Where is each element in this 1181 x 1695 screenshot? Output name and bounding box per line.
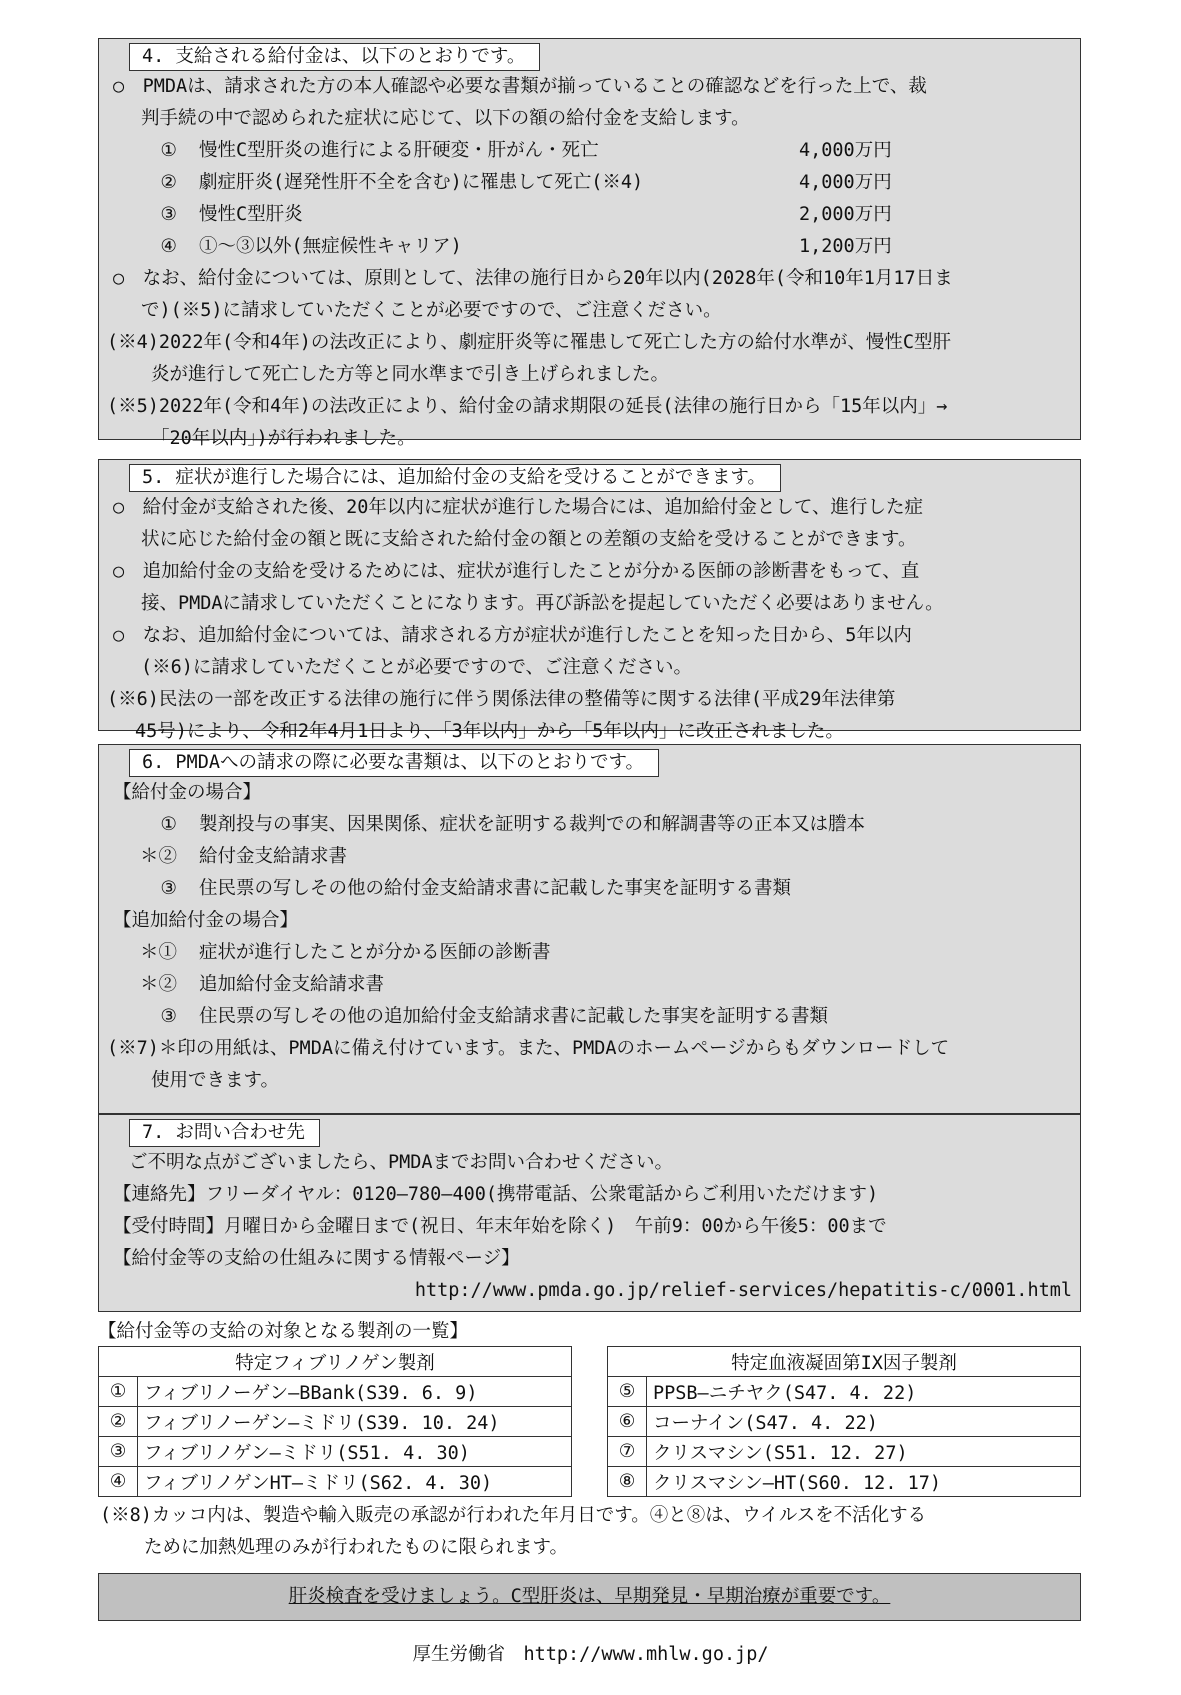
document-item: ＊② 追加給付金支給請求書 xyxy=(139,974,385,995)
section-4-title: 4. 支給される給付金は、以下のとおりです。 xyxy=(129,43,540,71)
factor-ix-table xyxy=(607,1346,1081,1497)
table-row: ② フィブリノーゲン―ミドリ(S39. 10. 24) xyxy=(99,1407,572,1437)
note-7: (※7)＊印の用紙は、PMDAに備え付けています。また、PMDAのホームページからもダウンロードして 使用できます。 xyxy=(107,1038,950,1091)
section-4-paragraph-2: ○ なお、給付金については、原則として、法律の施行日から20年以内(2028年(令和10年1月17日ま で)(※5)に請求していただくことが必要ですので、ご注意ください。 xyxy=(113,268,953,321)
heading-additional-case: 【追加給付金の場合】 xyxy=(113,910,299,931)
section-6-title: 6. PMDAへの請求の際に必要な書類は、以下のとおりです。 xyxy=(129,749,659,777)
fibrinogen-table xyxy=(98,1346,572,1497)
note-6: (※6)民法の一部を改正する法律の施行に伴う関係法律の整備等に関する法律(平成29年法律第 45号)により、令和2年4月1日より、「3年以内」から「5年以内」に改正されました。 xyxy=(107,689,896,742)
section-5-title: 5. 症状が進行した場合には、追加給付金の支給を受けることができます。 xyxy=(129,464,781,492)
section-5-paragraph-1: ○ 給付金が支給された後、20年以内に症状が進行した場合には、追加給付金として、進行した症 状に応じた給付金の額と既に支給された給付金の額との差額の支給を受けることができます。 xyxy=(113,497,924,550)
benefit-item: ③ 慢性C型肝炎 2,000万円 xyxy=(160,204,892,225)
heading-benefit-case: 【給付金の場合】 xyxy=(113,782,262,803)
info-page-heading: 【給付金等の支給の仕組みに関する情報ページ】 xyxy=(113,1248,520,1269)
hepatitis-banner: 肝炎検査を受けましょう。C型肝炎は、早期発見・早期治療が重要です。 xyxy=(98,1573,1081,1621)
fibrinogen-table-header: 特定フィブリノゲン製剤 xyxy=(99,1347,572,1377)
table-row: ⑧ クリスマシン―HT(S60. 12. 17) xyxy=(608,1467,1081,1497)
section-5-box xyxy=(98,459,1081,742)
document-item: ③ 住民票の写しその他の給付金支給請求書に記載した事実を証明する書類 xyxy=(160,878,792,899)
table-row: ⑥ コーナイン(S47. 4. 22) xyxy=(608,1407,1081,1437)
contact-phone: 【連絡先】フリーダイヤル：0120―780―400(携帯電話、公衆電話からご利用いただけます) xyxy=(113,1184,879,1205)
contact-hours: 【受付時間】月曜日から金曜日まで(祝日、年末年始を除く) 午前9：00から午後5：00まで xyxy=(113,1216,887,1237)
contact-intro: ご不明な点がございましたら、PMDAまでお問い合わせください。 xyxy=(129,1152,674,1173)
section-6-box xyxy=(98,744,1081,1114)
note-4: (※4)2022年(令和4年)の法改正により、劇症肝炎等に罹患して死亡した方の給付水準が、慢性C型肝 炎が進行して死亡した方等と同水準まで引き上げられました。 xyxy=(107,332,952,385)
section-5-paragraph-3: ○ なお、追加給付金については、請求される方が症状が進行したことを知った日から、5年以内 (※6)に請求していただくことが必要ですので、ご注意ください。 xyxy=(113,625,912,678)
table-row: ⑦ クリスマシン(S51. 12. 27) xyxy=(608,1437,1081,1467)
table-row: ④ フィブリノゲンHT―ミドリ(S62. 4. 30) xyxy=(99,1467,572,1497)
table-row: ⑤ PPSB―ニチヤク(S47. 4. 22) xyxy=(608,1377,1081,1407)
section-7-title: 7. お問い合わせ先 xyxy=(129,1119,320,1147)
note-5: (※5)2022年(令和4年)の法改正により、給付金の請求期限の延長(法律の施行日から「15年以内」→ 「20年以内」)が行われました。 xyxy=(107,396,948,449)
info-page-link[interactable]: http://www.pmda.go.jp/relief-services/hepatitis-c/0001.html xyxy=(414,1280,1072,1301)
factor-ix-table-header: 特定血液凝固第IX因子製剤 xyxy=(608,1347,1081,1377)
section-7-box xyxy=(98,1114,1081,1312)
document-item: ＊② 給付金支給請求書 xyxy=(139,846,348,867)
section-4-box xyxy=(98,38,1081,449)
benefit-item: ① 慢性C型肝炎の進行による肝硬変・肝がん・死亡 4,000万円 xyxy=(160,140,892,161)
benefit-item: ② 劇症肝炎(遅発性肝不全を含む)に罹患して死亡(※4) 4,000万円 xyxy=(160,172,892,193)
document-item: ③ 住民票の写しその他の追加給付金支給請求書に記載した事実を証明する書類 xyxy=(160,1006,829,1027)
section-5-paragraph-2: ○ 追加給付金の支給を受けるためには、症状が進行したことが分かる医師の診断書をもって、直 接、PMDAに請求していただくことになります。再び訴訟を提起していただく必要はありません。 xyxy=(113,561,944,614)
footer: 厚生労働省 http://www.mhlw.go.jp/ xyxy=(412,1644,769,1665)
table-row: ① フィブリノーゲン―BBank(S39. 6. 9) xyxy=(99,1377,572,1407)
document-item: ① 製剤投与の事実、因果関係、症状を証明する裁判での和解調書等の正本又は謄本 xyxy=(160,814,866,835)
document-item: ＊① 症状が進行したことが分かる医師の診断書 xyxy=(139,942,551,963)
benefit-item: ④ ①～③以外(無症候性キャリア) 1,200万円 xyxy=(160,236,892,257)
note-8: (※8)カッコ内は、製造や輸入販売の承認が行われた年月日です。④と⑧は、ウイルスを不活化する ために加熱処理のみが行われたものに限られます。 xyxy=(100,1505,927,1558)
table-row: ③ フィブリノゲン―ミドリ(S51. 4. 30) xyxy=(99,1437,572,1467)
products-heading: 【給付金等の支給の対象となる製剤の一覧】 xyxy=(98,1321,469,1342)
section-4-paragraph-1: ○ PMDAは、請求された方の本人確認や必要な書類が揃っていることの確認などを行った上で、裁 判手続の中で認められた症状に応じて、以下の額の給付金を支給します。 xyxy=(113,76,927,129)
